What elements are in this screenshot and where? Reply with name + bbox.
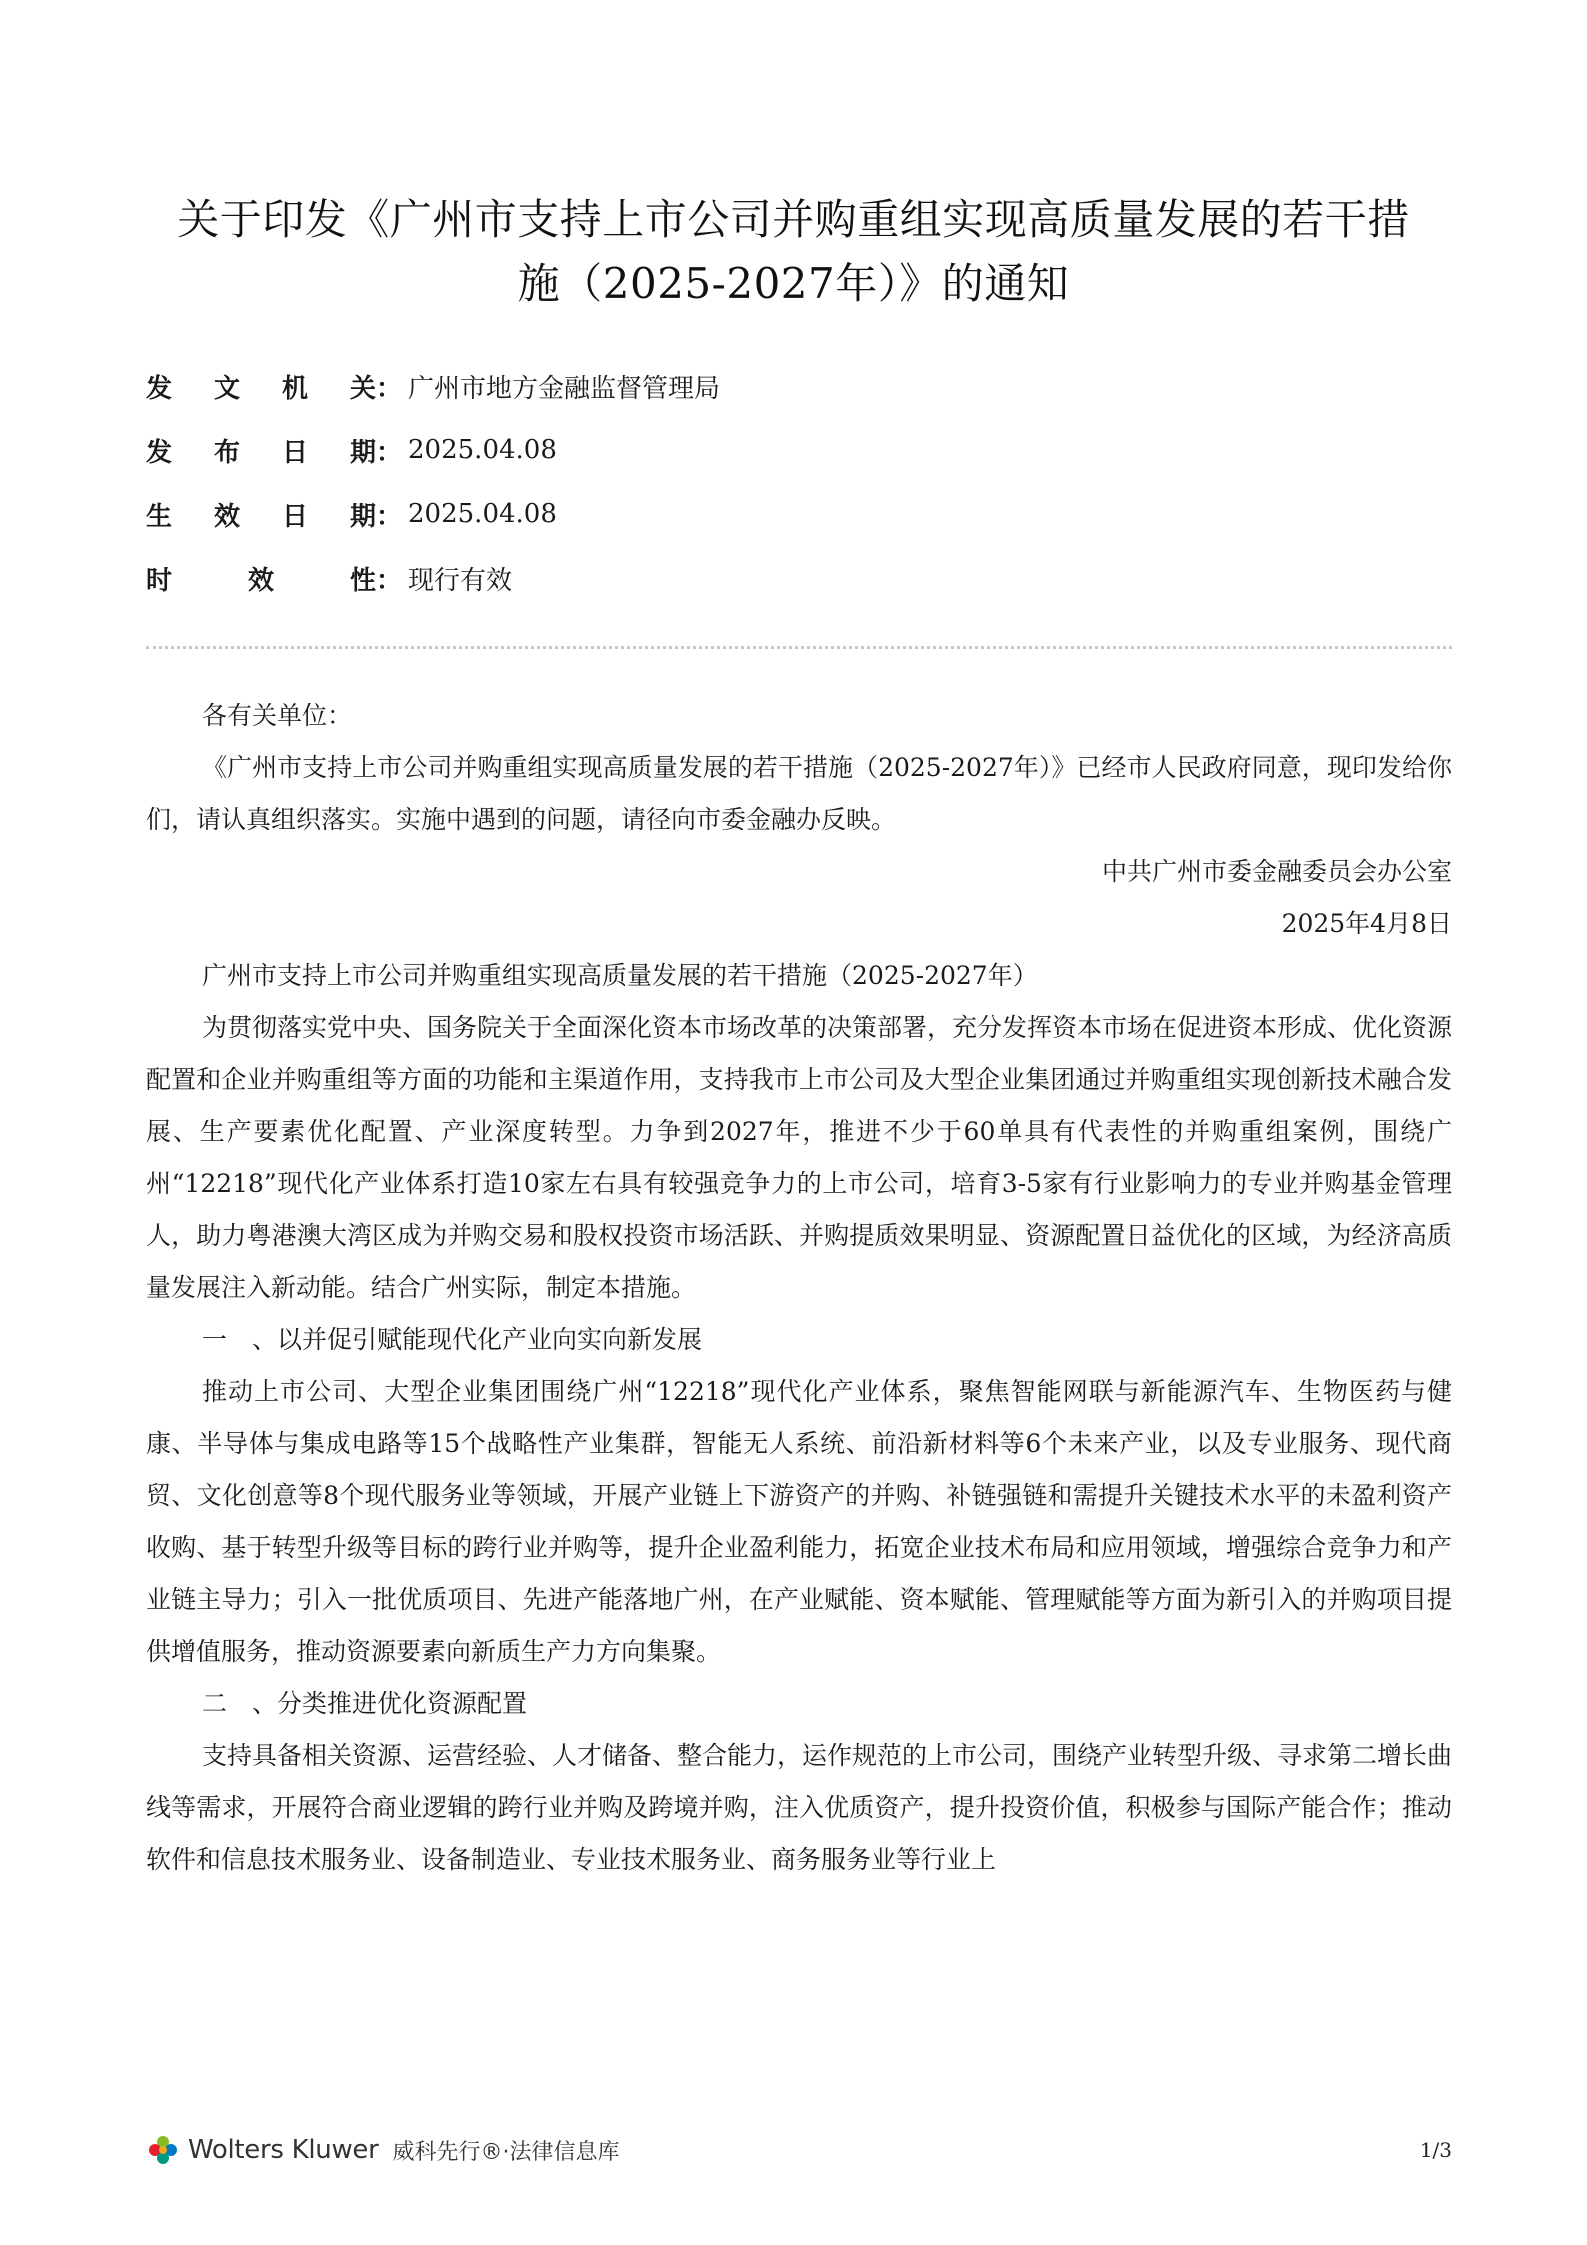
section-2-heading: 二 、分类推进优化资源配置 [202, 1689, 528, 1718]
issuer-signature: 中共广州市委金融委员会办公室 [1101, 857, 1452, 886]
meta-value-issuer: 广州市地方金融监督管理局 [408, 373, 721, 404]
meta-row-effective-date: 生 效 日 期 ： 2025.04.08 [146, 482, 1446, 546]
meta-value-validity: 现行有效 [408, 565, 513, 596]
meta-value-effective-date: 2025.04.08 [408, 499, 557, 529]
meta-row-publish-date: 发 布 日 期 ： 2025.04.08 [146, 418, 1446, 482]
section-1-paragraph: 推动上市公司、大型企业集团围绕广州“12218”现代化产业体系，聚焦智能网联与新能源汽车、生物医药与健康、半导体与集成电路等15个战略性产业集群，智能无人系统、前沿新材料等6个未来产业，以及专业服务、现代商贸、文化创意等8个现代服务业等领域，开展产业链上下游资产的并购、补链强链和需提升关键技术水平的未盈利资产收购、基于转型升级等目标的跨行业并购等，提升企业盈利能力，拓宽企业技术布局和应用领域，增强综合竞争力和产业链主导力；引入一批优质项目、先进产能落地广州，在产业赋能、资本赋能、管理赋能等方面为新引入的并购项目提供增值服务，推动资源要素向新质生产力方向集聚。 [146, 1377, 1452, 1666]
meta-label: 时 效 性 [146, 565, 376, 596]
title-line-2: 施（2025-2027年）》的通知 [517, 259, 1070, 308]
measures-title: 广州市支持上市公司并购重组实现高质量发展的若干措施（2025-2027年） [202, 961, 1038, 990]
meta-row-validity: 时 效 性 ： 现行有效 [146, 546, 1446, 610]
document-title [150, 188, 1437, 316]
title-line-1: 关于印发《广州市支持上市公司并购重组实现高质量发展的若干措 [177, 195, 1410, 244]
dotted-divider [146, 646, 1452, 649]
brand-subtitle: 威科先行®·法律信息库 [392, 2139, 620, 2165]
salutation: 各有关单位： [202, 701, 353, 730]
meta-row-issuer: 发 文 机 关 ： 广州市地方金融监督管理局 [146, 354, 1446, 418]
notice-paragraph: 《广州市支持上市公司并购重组实现高质量发展的若干措施（2025-2027年）》已经市人民政府同意，现印发给你们，请认真组织落实。实施中遇到的问题，请径向市委金融办反映。 [146, 753, 1452, 834]
meta-label: 发 布 日 期 [146, 437, 376, 468]
section-2-paragraph: 支持具备相关资源、运营经验、人才储备、整合能力，运作规范的上市公司，围绕产业转型升级、寻求第二增长曲线等需求，开展符合商业逻辑的跨行业并购及跨境并购，注入优质资产，提升投资价值，积极参与国际产能合作；推动软件和信息技术服务业、设备制造业、专业技术服务业、商务服务业等行业上 [146, 1741, 1453, 1874]
metadata-block [146, 354, 1446, 610]
page-number: 1/3 [1419, 2138, 1452, 2162]
signature-date: 2025年4月8日 [1281, 909, 1452, 938]
section-1-heading: 一 、以并促引赋能现代化产业向实向新发展 [202, 1325, 703, 1354]
page-footer [146, 2128, 1452, 2172]
document-body [146, 690, 1452, 1886]
meta-value-publish-date: 2025.04.08 [408, 435, 557, 465]
meta-label: 发 文 机 关 [146, 373, 376, 404]
intro-paragraph: 为贯彻落实党中央、国务院关于全面深化资本市场改革的决策部署，充分发挥资本市场在促进资本形成、优化资源配置和企业并购重组等方面的功能和主渠道作用，支持我市上市公司及大型企业集团通过并购重组实现创新技术融合发展、生产要素优化配置、产业深度转型。力争到2027年，推进不少于60单具有代表性的并购重组案例，围绕广州“12218”现代化产业体系打造10家左右具有较强竞争力的上市公司，培育3-5家有行业影响力的专业并购基金管理人，助力粤港澳大湾区成为并购交易和股权投资市场活跃、并购提质效果明显、资源配置日益优化的区域，为经济高质量发展注入新动能。结合广州实际，制定本措施。 [146, 1013, 1453, 1302]
brand-name: Wolters Kluwer [188, 2135, 379, 2165]
wolters-kluwer-logo-icon [146, 2133, 180, 2167]
meta-label: 生 效 日 期 [146, 501, 376, 532]
